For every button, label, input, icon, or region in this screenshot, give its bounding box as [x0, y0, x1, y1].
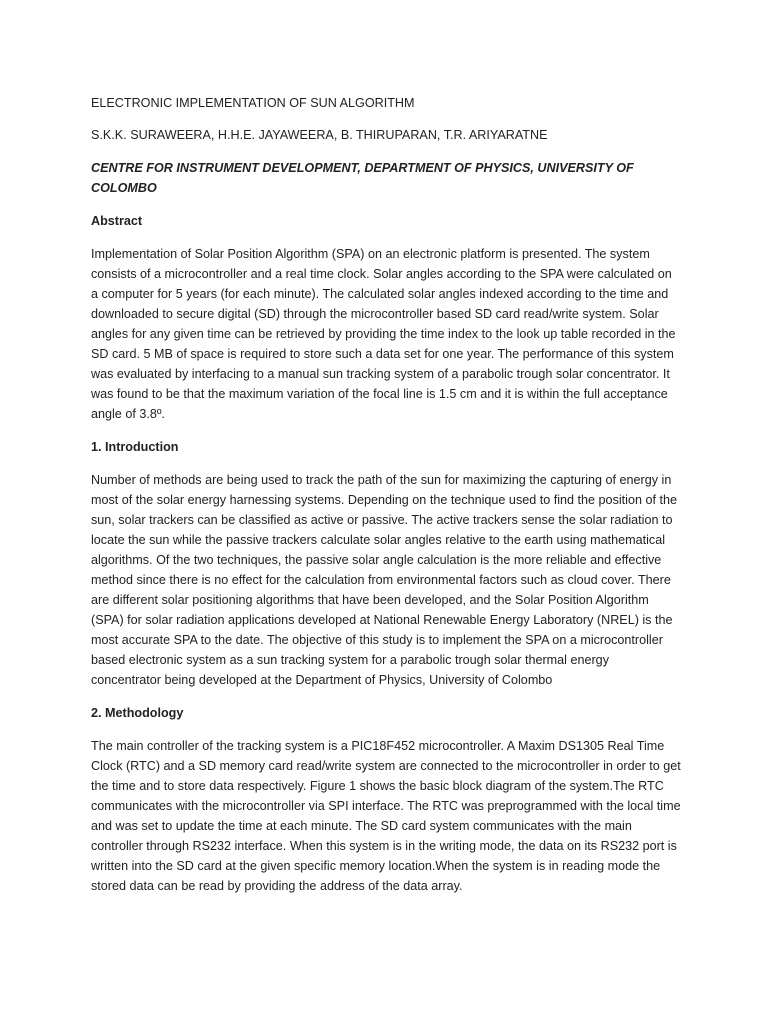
- author-list: S.K.K. SURAWEERA, H.H.E. JAYAWEERA, B. THIRUPARAN, T.R. ARIYARATNE: [91, 128, 548, 142]
- abstract-heading: Abstract: [91, 214, 143, 228]
- introduction-heading: 1. Introduction: [91, 440, 179, 454]
- paper-title: ELECTRONIC IMPLEMENTATION OF SUN ALGORITHM: [91, 96, 415, 110]
- methodology-text: The main controller of the tracking system is a PIC18F452 microcontroller. A Maxim DS1305 Real Time Clock (RTC) and a SD memory card read/write system are connected to the microcontroller in order to get the time and to store data respectively. Figure 1 shows the basic block diagram of the system.The RTC communicates with the microcontroller via SPI interface. The RTC was preprogrammed with the local time and was set to update the time at each minute. The SD card system communicates with the main controller through RS232 interface. When this system is in the writing mode, the data on its RS232 port is written into the SD card at the given specific memory location.When the system is in reading mode the stored data can be read by providing the address of the data array.: [91, 739, 681, 893]
- methodology-heading: 2. Methodology: [91, 706, 184, 720]
- document-page: [91, 93, 681, 909]
- affiliation: CENTRE FOR INSTRUMENT DEVELOPMENT, DEPARTMENT OF PHYSICS, UNIVERSITY OF COLOMBO: [91, 161, 634, 195]
- introduction-text: Number of methods are being used to track the path of the sun for maximizing the capturing of energy in most of the solar energy harnessing systems. Depending on the technique used to find the position of the sun, solar trackers can be classified as active or passive. The active trackers sense the solar radiation to locate the sun while the passive trackers calculate solar angles relative to the earth using mathematical algorithms. Of the two techniques, the passive solar angle calculation is the more reliable and effective method since there is no effect for the calculation from environmental factors such as cloud cover. There are different solar positioning algorithms that have been developed, and the Solar Position Algorithm (SPA) for solar radiation applications developed at National Renewable Energy Laboratory (NREL) is the most accurate SPA to the date. The objective of this study is to implement the SPA on a microcontroller based electronic system as a sun tracking system for a parabolic trough solar thermal energy concentrator being developed at the Department of Physics, University of Colombo: [91, 473, 677, 687]
- abstract-text: Implementation of Solar Position Algorithm (SPA) on an electronic platform is presented. The system consists of a microcontroller and a real time clock. Solar angles according to the SPA were calculated on a computer for 5 years (for each minute). The calculated solar angles indexed according to the time and downloaded to secure digital (SD) through the microcontroller based SD card read/write system. Solar angles for any given time can be retrieved by providing the time index to the look up table recorded in the SD card. 5 MB of space is required to store such a data set for one year. The performance of this system was evaluated by interfacing to a manual sun tracking system of a parabolic trough solar concentrator. It was found to be that the maximum variation of the focal line is 1.5 cm and it is within the full acceptance angle of 3.8º.: [91, 247, 676, 421]
